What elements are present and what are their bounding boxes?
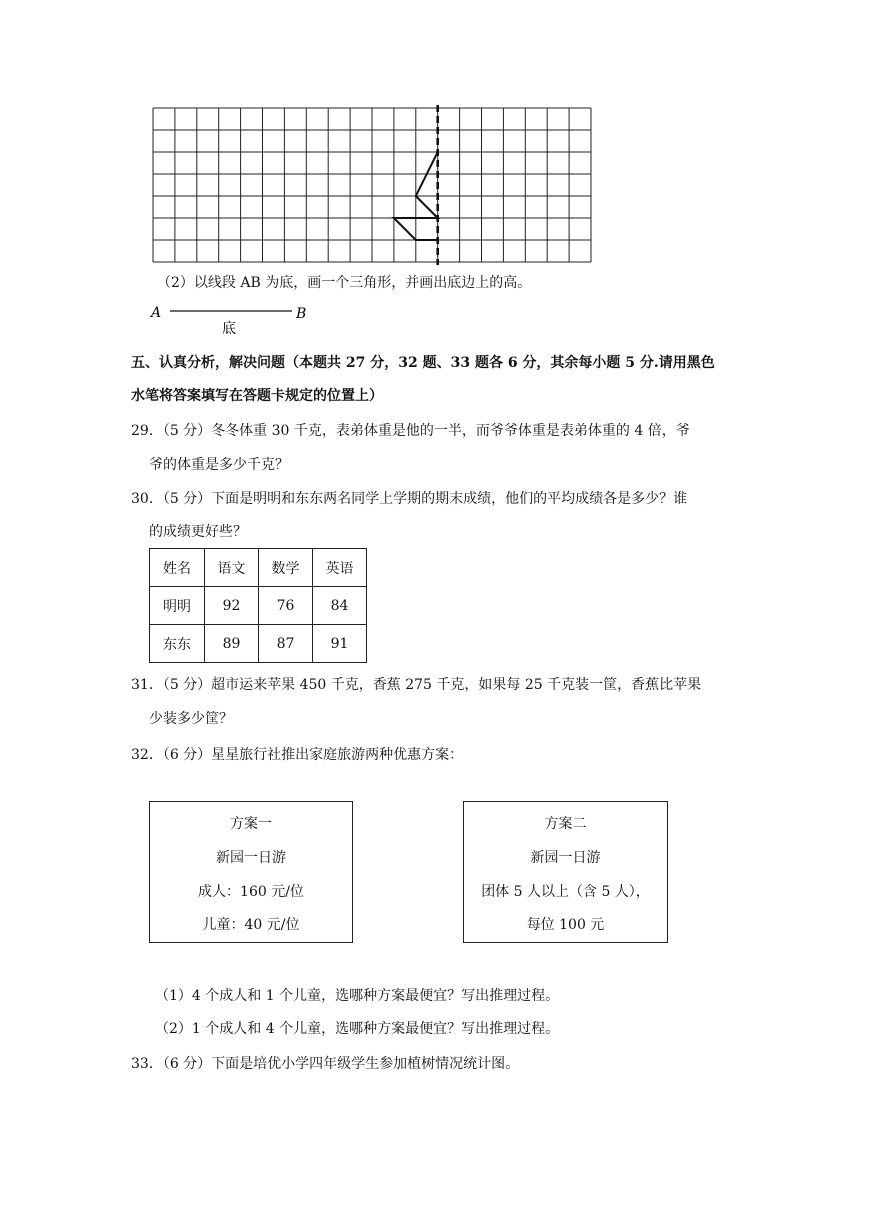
question-29-line-1: 29．（5 分）冬冬体重 30 千克，表弟体重是他的一半，而爷爷体重是表弟体重的 4 倍，爷 <box>131 423 690 439</box>
question-28-part-2: （2）以线段 AB 为底，画一个三角形，并画出底边上的高。 <box>157 275 532 291</box>
section-5-heading-line-1: 五、认真分析，解决问题（本题共 27 分，32 题、33 题各 6 分，其余每小题 5 分.请用黑色 <box>131 355 715 371</box>
table-cell: 89 <box>205 625 259 663</box>
table-header-cell: 数学 <box>259 549 313 587</box>
base-label: 底 <box>222 321 236 337</box>
table-header-cell: 语文 <box>205 549 259 587</box>
table-row <box>150 587 367 625</box>
question-30-line-2: 的成绩更好些？ <box>149 524 247 540</box>
table-cell: 东东 <box>150 625 205 663</box>
scores-table <box>149 548 367 663</box>
question-32-sub-1: （1）4 个成人和 1 个儿童，选哪种方案最便宜？写出推理过程。 <box>155 988 560 1004</box>
table-cell: 明明 <box>150 587 205 625</box>
table-cell: 87 <box>259 625 313 663</box>
question-33-line-1: 33．（6 分）下面是培优小学四年级学生参加植树情况统计图。 <box>131 1056 520 1072</box>
table-header-row <box>150 549 367 587</box>
table-header-cell: 英语 <box>313 549 367 587</box>
question-30-line-1: 30．（5 分）下面是明明和东东两名同学上学期的期末成绩，他们的平均成绩各是多少？谁 <box>131 491 688 507</box>
section-5-heading-line-2: 水笔将答案填写在答题卡规定的位置上） <box>131 388 383 404</box>
question-31-line-1: 31．（5 分）超市运来苹果 450 千克，香蕉 275 千克，如果每 25 千克装一筐，香蕉比苹果 <box>131 677 702 693</box>
question-29-line-2: 爷的体重是多少千克？ <box>149 457 289 473</box>
plan-two-group-condition: 团体 5 人以上（含 5 人）， <box>481 884 650 900</box>
plan-one-subtitle: 新园一日游 <box>216 850 286 866</box>
plan-two-title: 方案二 <box>544 816 587 832</box>
plan-one-adult-price: 成人：160 元/位 <box>198 884 304 900</box>
question-32-line-1: 32．（6 分）星星旅行社推出家庭旅游两种优惠方案： <box>131 747 464 763</box>
question-31-line-2: 少装多少筐？ <box>149 711 233 727</box>
plan-one-child-price: 儿童：40 元/位 <box>202 917 300 933</box>
table-cell: 84 <box>313 587 367 625</box>
table-cell: 91 <box>313 625 367 663</box>
plan-one-title: 方案一 <box>230 816 272 832</box>
table-cell: 92 <box>205 587 259 625</box>
symmetry-grid-figure <box>150 105 595 265</box>
point-a-label: A <box>151 305 162 321</box>
table-cell: 76 <box>259 587 313 625</box>
table-header-cell: 姓名 <box>150 549 205 587</box>
plan-two-box <box>463 801 668 943</box>
table-row <box>150 625 367 663</box>
question-32-sub-2: （2）1 个成人和 4 个儿童，选哪种方案最便宜？写出推理过程。 <box>155 1021 560 1037</box>
plan-two-subtitle: 新园一日游 <box>530 850 601 866</box>
plan-one-box <box>149 801 353 943</box>
segment-ab-figure <box>148 298 318 340</box>
plan-two-price: 每位 100 元 <box>526 917 605 933</box>
point-b-label: B <box>296 306 307 322</box>
